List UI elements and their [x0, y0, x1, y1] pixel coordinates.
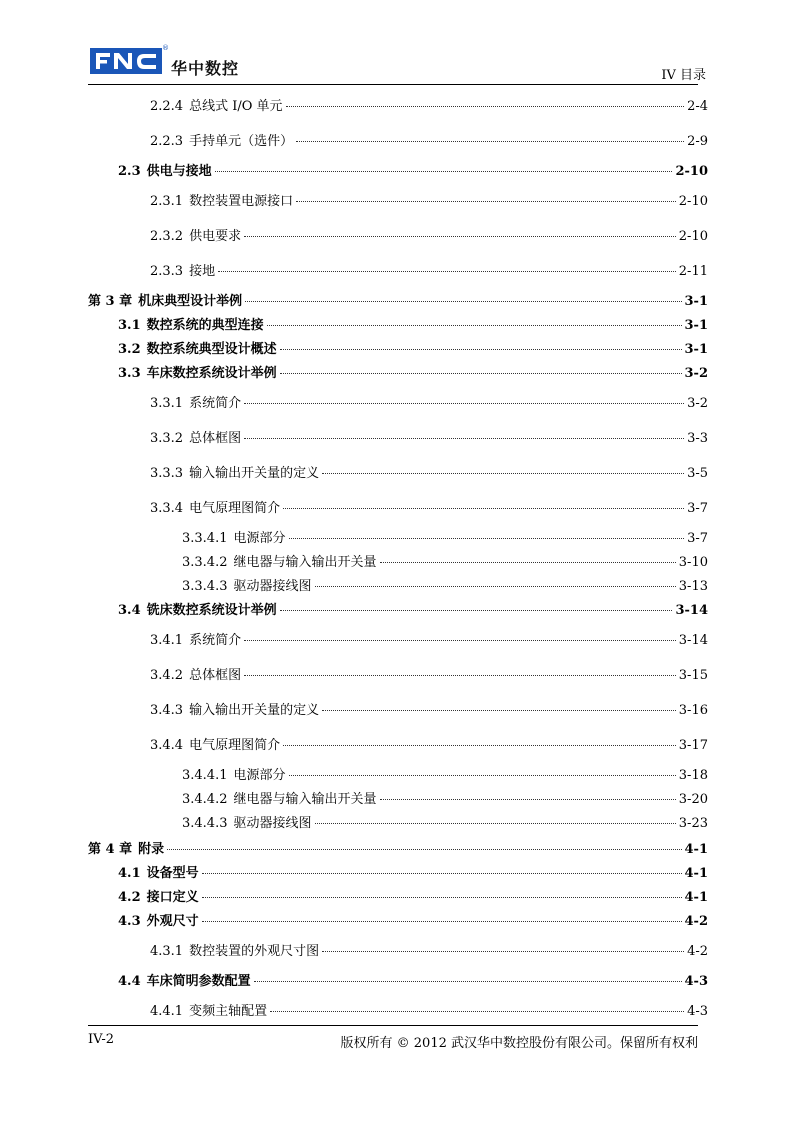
toc-entry[interactable]	[88, 338, 708, 357]
toc-entry-title: 变频主轴配置	[189, 1004, 268, 1019]
toc-dot-leader	[380, 562, 676, 563]
toc-dot-leader	[244, 403, 684, 404]
toc-entry-page: 4-2	[684, 914, 708, 929]
toc-entry[interactable]	[88, 599, 708, 618]
toc-dot-leader	[244, 438, 684, 439]
toc-entry[interactable]	[88, 1000, 708, 1019]
toc-dot-leader	[244, 675, 676, 676]
toc-entry[interactable]	[88, 427, 708, 446]
brand-name: 华中数控	[171, 59, 240, 78]
toc-entry-number: 3.3.4.2	[182, 555, 228, 570]
toc-entry-page: 3-1	[684, 294, 708, 309]
toc-entry-title: 数控系统的典型连接	[146, 318, 264, 333]
toc-entry[interactable]	[88, 130, 708, 149]
toc-entry-number: 3.1	[118, 318, 141, 333]
toc-entry-number: 2.3.1	[150, 194, 184, 209]
toc-entry-page: 3-10	[678, 555, 708, 570]
header-divider	[88, 84, 698, 85]
toc-entry-number: 4.2	[118, 890, 141, 905]
toc-entry-title: 车床数控系统设计举例	[146, 366, 277, 381]
toc-entry-number: 3.3.4.3	[182, 579, 228, 594]
toc-entry-number: 第 3 章	[88, 294, 133, 309]
toc-entry[interactable]	[88, 497, 708, 516]
toc-entry-number: 第 4 章	[88, 842, 133, 857]
toc-dot-leader	[280, 349, 682, 350]
toc-entry-page: 3-1	[684, 342, 708, 357]
toc-entry-number: 3.4.2	[150, 668, 184, 683]
toc-entry[interactable]	[88, 362, 708, 381]
toc-entry[interactable]	[88, 734, 708, 753]
footer-copyright: 版权所有 © 2012 武汉华中数控股份有限公司。保留所有权利	[340, 1036, 698, 1051]
toc-dot-leader	[296, 141, 684, 142]
toc-dot-leader	[322, 951, 684, 952]
toc-entry[interactable]	[88, 95, 708, 114]
toc-dot-leader	[322, 710, 676, 711]
toc-dot-leader	[202, 873, 682, 874]
toc-dot-leader	[280, 373, 682, 374]
toc-entry-page: 4-1	[684, 842, 708, 857]
toc-entry-title: 供电与接地	[146, 164, 212, 179]
toc-entry[interactable]	[88, 575, 708, 594]
toc-entry-page: 3-7	[687, 501, 708, 516]
toc-entry-page: 2-11	[678, 264, 708, 279]
toc-entry-number: 3.2	[118, 342, 141, 357]
footer-divider	[88, 1025, 698, 1026]
toc-entry[interactable]	[88, 788, 708, 807]
toc-entry-title: 继电器与输入输出开关量	[233, 555, 377, 570]
toc-entry[interactable]	[88, 314, 708, 333]
toc-entry-title: 车床简明参数配置	[146, 974, 251, 989]
toc-dot-leader	[289, 775, 676, 776]
toc-entry[interactable]	[88, 940, 708, 959]
toc-dot-leader	[283, 745, 676, 746]
toc-dot-leader	[286, 106, 685, 107]
toc-entry-title: 数控装置电源接口	[189, 194, 294, 209]
toc-entry-page: 4-3	[687, 1004, 708, 1019]
toc-entry-title: 驱动器接线图	[233, 579, 312, 594]
toc-entry-title: 系统简介	[189, 396, 242, 411]
toc-entry-title: 输入输出开关量的定义	[189, 466, 320, 481]
toc-entry[interactable]	[88, 160, 708, 179]
toc-entry-title: 铣床数控系统设计举例	[146, 603, 277, 618]
toc-entry-page: 2-10	[675, 164, 708, 179]
toc-entry-page: 4-3	[684, 974, 708, 989]
toc-dot-leader	[202, 897, 682, 898]
toc-entry-title: 设备型号	[146, 866, 199, 881]
toc-entry[interactable]	[88, 970, 708, 989]
toc-entry-title: 手持单元（选件）	[189, 134, 294, 149]
toc-entry-number: 2.2.3	[150, 134, 184, 149]
toc-dot-leader	[244, 640, 676, 641]
svg-text:®: ®	[162, 44, 169, 52]
toc-dot-leader	[289, 538, 685, 539]
toc-entry-page: 2-10	[678, 229, 708, 244]
toc-entry-number: 2.3	[118, 164, 141, 179]
toc-entry-page: 2-9	[687, 134, 708, 149]
toc-entry[interactable]	[88, 290, 708, 309]
toc-entry-page: 2-10	[678, 194, 708, 209]
toc-entry-page: 3-7	[687, 531, 708, 546]
toc-entry[interactable]	[88, 838, 708, 857]
toc-entry-number: 3.3.2	[150, 431, 184, 446]
toc-entry-title: 数控系统典型设计概述	[146, 342, 277, 357]
toc-entry-page: 4-2	[687, 944, 708, 959]
toc-entry-page: 4-1	[684, 866, 708, 881]
toc-entry-number: 4.4.1	[150, 1004, 184, 1019]
toc-entry[interactable]	[88, 225, 708, 244]
toc-entry-page: 3-14	[675, 603, 708, 618]
toc-entry-number: 3.3.4.1	[182, 531, 228, 546]
toc-entry-number: 3.4.1	[150, 633, 184, 648]
toc-dot-leader	[254, 981, 682, 982]
toc-dot-leader	[202, 921, 682, 922]
toc-entry[interactable]	[88, 664, 708, 683]
toc-entry-page: 3-16	[678, 703, 708, 718]
toc-entry-number: 3.3.1	[150, 396, 184, 411]
toc-dot-leader	[296, 201, 676, 202]
toc-dot-leader	[270, 1011, 684, 1012]
toc-entry-page: 3-2	[687, 396, 708, 411]
toc-entry-number: 4.4	[118, 974, 141, 989]
toc-entry-number: 4.3.1	[150, 944, 184, 959]
toc-entry[interactable]	[88, 462, 708, 481]
toc-entry-title: 电源部分	[233, 768, 286, 783]
toc-entry-number: 2.3.3	[150, 264, 184, 279]
toc-entry-title: 总线式 I/O 单元	[189, 99, 283, 114]
toc-entry-number: 3.3	[118, 366, 141, 381]
toc-entry-number: 3.4	[118, 603, 141, 618]
toc-entry-title: 机床典型设计举例	[138, 294, 243, 309]
toc-entry-number: 3.4.4.2	[182, 792, 228, 807]
toc-entry-page: 3-2	[684, 366, 708, 381]
toc-entry-title: 接口定义	[146, 890, 199, 905]
toc-entry[interactable]	[88, 764, 708, 783]
toc-entry-title: 供电要求	[189, 229, 242, 244]
toc-dot-leader	[218, 271, 676, 272]
toc-entry-title: 电气原理图简介	[189, 501, 281, 516]
toc-entry-number: 3.4.4.1	[182, 768, 228, 783]
page-header	[88, 38, 710, 86]
toc-dot-leader	[380, 799, 676, 800]
toc-entry-title: 总体框图	[189, 668, 242, 683]
toc-dot-leader	[283, 508, 684, 509]
toc-entry-title: 电源部分	[233, 531, 286, 546]
toc-entry[interactable]	[88, 392, 708, 411]
toc-entry-title: 继电器与输入输出开关量	[233, 792, 377, 807]
toc-entry-number: 3.4.3	[150, 703, 184, 718]
toc-entry[interactable]	[88, 812, 708, 831]
toc-entry[interactable]	[88, 260, 708, 279]
toc-entry[interactable]	[88, 699, 708, 718]
toc-entry-number: 3.4.4.3	[182, 816, 228, 831]
toc-dot-leader	[267, 325, 682, 326]
toc-entry-title: 附录	[138, 842, 165, 857]
toc-entry[interactable]	[88, 886, 708, 905]
toc-entry-page: 3-18	[678, 768, 708, 783]
toc-entry-number: 3.4.4	[150, 738, 184, 753]
toc-entry-page: 3-3	[687, 431, 708, 446]
toc-dot-leader	[315, 586, 676, 587]
toc-entry-number: 4.3	[118, 914, 141, 929]
toc-dot-leader	[244, 236, 676, 237]
toc-entry[interactable]	[88, 190, 708, 209]
toc-entry-number: 3.3.3	[150, 466, 184, 481]
toc-entry[interactable]	[88, 551, 708, 570]
toc-entry-title: 电气原理图简介	[189, 738, 281, 753]
toc-entry-page: 3-17	[678, 738, 708, 753]
toc-entry-page: 3-5	[687, 466, 708, 481]
toc-entry[interactable]	[88, 629, 708, 648]
footer-page-number: IV-2	[88, 1032, 114, 1047]
toc-entry-title: 总体框图	[189, 431, 242, 446]
page-label: IV 目录	[661, 68, 706, 83]
toc-entry-page: 3-15	[678, 668, 708, 683]
toc-entry[interactable]	[88, 862, 708, 881]
toc-entry[interactable]	[88, 527, 708, 546]
toc-entry-title: 外观尺寸	[146, 914, 199, 929]
toc-entry-number: 2.2.4	[150, 99, 184, 114]
toc-entry-page: 2-4	[687, 99, 708, 114]
toc-entry-title: 数控装置的外观尺寸图	[189, 944, 320, 959]
toc-dot-leader	[245, 301, 681, 302]
toc-dot-leader	[280, 610, 673, 611]
toc-entry-number: 2.3.2	[150, 229, 184, 244]
toc-entry-page: 4-1	[684, 890, 708, 905]
toc-entry-title: 接地	[189, 264, 216, 279]
toc-dot-leader	[315, 823, 676, 824]
toc-dot-leader	[215, 171, 673, 172]
hnc-logo-icon	[88, 42, 168, 80]
toc-entry-page: 3-13	[678, 579, 708, 594]
toc-entry-title: 系统简介	[189, 633, 242, 648]
toc-entry-title: 驱动器接线图	[233, 816, 312, 831]
toc-dot-leader	[322, 473, 684, 474]
toc-entry-title: 输入输出开关量的定义	[189, 703, 320, 718]
toc-entry-page: 3-23	[678, 816, 708, 831]
toc-entry[interactable]	[88, 910, 708, 929]
toc-entry-number: 4.1	[118, 866, 141, 881]
toc-entry-page: 3-1	[684, 318, 708, 333]
toc-entry-page: 3-14	[678, 633, 708, 648]
toc-dot-leader	[167, 849, 681, 850]
toc-entry-page: 3-20	[678, 792, 708, 807]
toc-entry-number: 3.3.4	[150, 501, 184, 516]
